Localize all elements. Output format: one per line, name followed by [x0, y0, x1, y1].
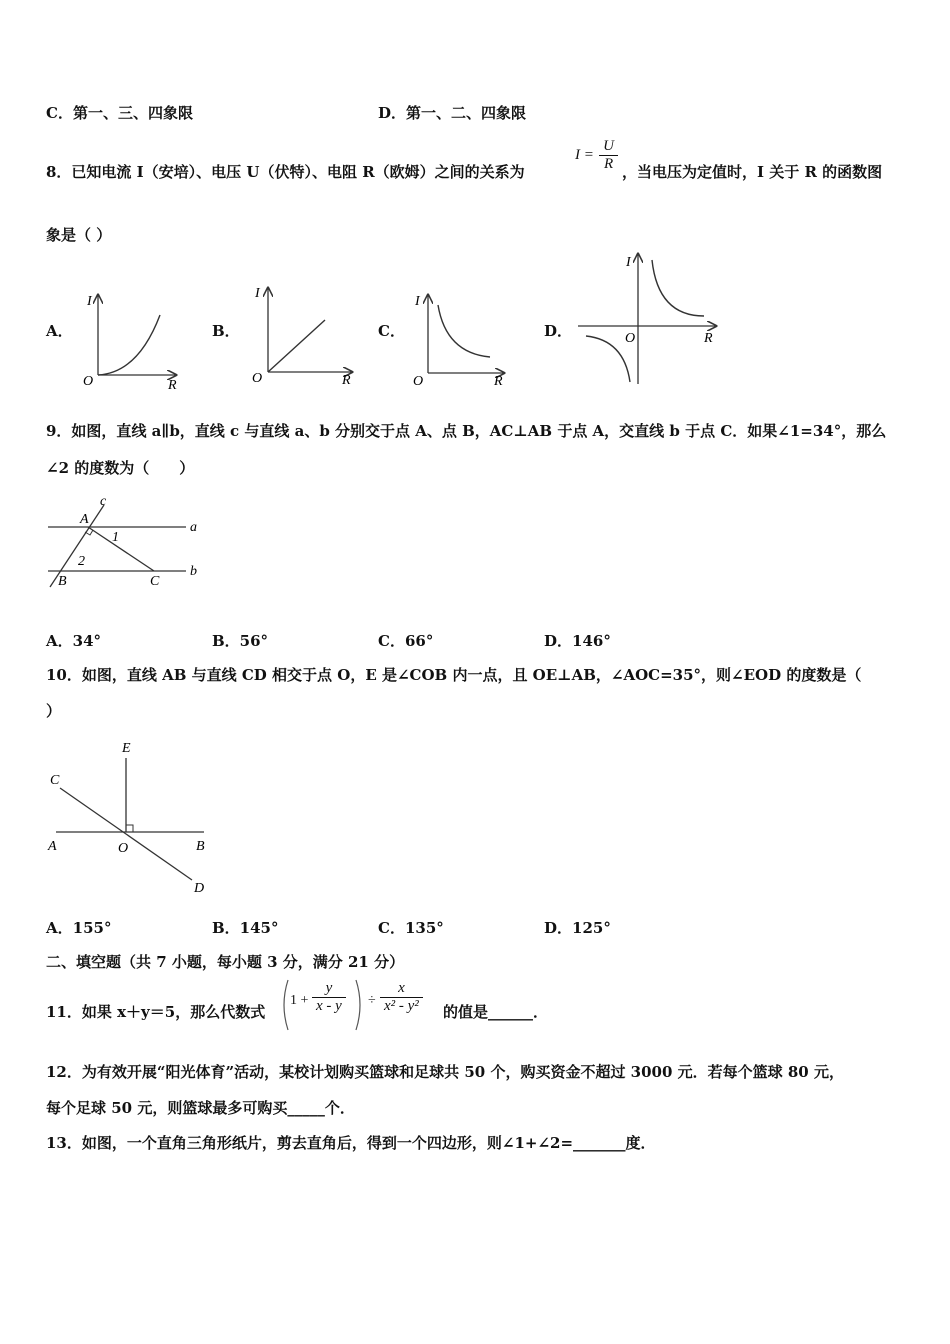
- q8-graph-b: [248, 280, 358, 390]
- q10-label-d: D: [194, 881, 205, 896]
- q11-left-paren: [278, 978, 290, 1032]
- q11-suffix: 的值是______．: [443, 1003, 549, 1021]
- q9-label-a-point: A: [80, 512, 89, 527]
- q8d-label-r: R: [704, 331, 713, 346]
- q8a-label-r: R: [168, 378, 177, 393]
- q13-text: 13．如图，一个直角三角形纸片，剪去直角后，得到一个四边形，则∠1+∠2=_______度．: [46, 1134, 656, 1152]
- q9-figure: [44, 495, 214, 590]
- q8-formula-numerator: U: [599, 138, 618, 156]
- q8-option-c: C．: [378, 322, 405, 340]
- q8-option-b: B．: [212, 322, 240, 340]
- q8-formula-lhs: I =: [575, 147, 594, 163]
- q8-text-1: 8．已知电流 I（安培）、电压 U（伏特）、电阻 R（欧姆）之间的关系为: [46, 163, 525, 181]
- q11-one-plus: 1 +: [290, 993, 309, 1008]
- q9-label-angle-2: 2: [78, 554, 85, 569]
- q9-label-b-point: B: [58, 574, 67, 589]
- q9-option-a: A．34°: [46, 632, 102, 650]
- q10-text-2: ）: [46, 702, 62, 720]
- q9-option-d: D．146°: [544, 632, 611, 650]
- q8a-label-i: I: [87, 294, 92, 309]
- q7-option-d: D．第一、二、四象限: [378, 104, 527, 122]
- q10-label-c: C: [50, 773, 60, 788]
- q10-label-e: E: [122, 741, 131, 756]
- q8-formula-fraction: [599, 138, 618, 173]
- q10-option-c: C．135°: [378, 919, 444, 937]
- q8-text-3: 象是（ ）: [46, 226, 112, 244]
- q9-text-2: ∠2 的度数为（ ）: [46, 459, 195, 477]
- q11-f1-denominator: x - y: [316, 998, 342, 1014]
- q9-text-1: 9．如图，直线 a∥b，直线 c 与直线 a、b 分别交于点 A、点 B，AC⊥AB 于点 A，交直线 b 于点 C．如果∠1=34°，那么: [46, 422, 887, 440]
- q8-formula-denominator: R: [603, 156, 614, 172]
- q9-right-angle-mark: [85, 530, 93, 535]
- q8-formula: [575, 138, 618, 173]
- q8b-label-o: O: [252, 371, 263, 386]
- q9-label-c-line: c: [100, 494, 107, 509]
- q8d-label-o: O: [625, 331, 636, 346]
- q12-line-1: 12．为有效开展“阳光体育”活动，某校计划购买篮球和足球共 50 个，购买资金不超过 3000 元．若每个篮球 80 元，: [46, 1063, 844, 1081]
- q11-prefix: 11．如果 x＋y＝5，那么代数式: [46, 1003, 266, 1021]
- q9-label-b-line: b: [190, 564, 197, 579]
- q8-option-d: D．: [544, 322, 573, 340]
- q8a-curve: [98, 315, 160, 375]
- q10-figure: [44, 738, 214, 898]
- q11-fraction-1: [312, 980, 346, 1015]
- q8a-label-o: O: [83, 374, 94, 389]
- section-2-title: 二、填空题（共 7 小题，每小题 3 分，满分 21 分）: [46, 953, 405, 971]
- q10-label-a: A: [48, 839, 57, 854]
- q8-text-2: ，当电压为定值时，I 关于 R 的函数图: [622, 163, 883, 181]
- q12-line-2: 每个足球 50 元，则篮球最多可购买_____个．: [46, 1099, 355, 1117]
- q8d-curve-q3: [586, 336, 630, 382]
- q9-segment-ac: [88, 527, 154, 571]
- q11-div-sign: ÷: [368, 993, 376, 1008]
- q8b-label-r: R: [342, 373, 351, 388]
- q9-option-b: B．56°: [212, 632, 269, 650]
- q10-option-a: A．155°: [46, 919, 112, 937]
- q9-option-c: C．66°: [378, 632, 434, 650]
- q11-f2-numerator: x: [380, 980, 423, 998]
- q10-right-angle-mark: [126, 825, 133, 832]
- q10-option-d: D．125°: [544, 919, 611, 937]
- q10-option-b: B．145°: [212, 919, 279, 937]
- q8b-line: [268, 320, 325, 372]
- q8c-label-r: R: [494, 374, 503, 389]
- q8-graph-a: [78, 285, 188, 395]
- q9-label-a-line: a: [190, 520, 197, 535]
- q8-option-a: A．: [46, 322, 73, 340]
- q8c-label-o: O: [413, 374, 424, 389]
- q11-right-paren: [354, 978, 366, 1032]
- q8d-curve-q1: [652, 260, 704, 316]
- q10-label-o: O: [118, 841, 129, 856]
- q9-label-angle-1: 1: [112, 530, 119, 545]
- q11-fraction-2: [380, 980, 423, 1015]
- q8c-curve: [438, 305, 490, 357]
- q9-label-c-point: C: [150, 574, 160, 589]
- q8c-label-i: I: [415, 294, 420, 309]
- q8-graph-c: [408, 285, 518, 395]
- q10-label-b: B: [196, 839, 205, 854]
- q8b-label-i: I: [255, 286, 260, 301]
- q7-option-c: C．第一、三、四象限: [46, 104, 193, 122]
- q11-f2-denominator: x² - y²: [384, 998, 419, 1014]
- q8d-label-i: I: [626, 255, 631, 270]
- q8-graph-d: [570, 250, 720, 385]
- q10-text-1: 10．如图，直线 AB 与直线 CD 相交于点 O，E 是∠COB 内一点，且 OE⊥AB，∠AOC=35°，则∠EOD 的度数是（: [46, 666, 862, 684]
- q11-f1-numerator: y: [312, 980, 346, 998]
